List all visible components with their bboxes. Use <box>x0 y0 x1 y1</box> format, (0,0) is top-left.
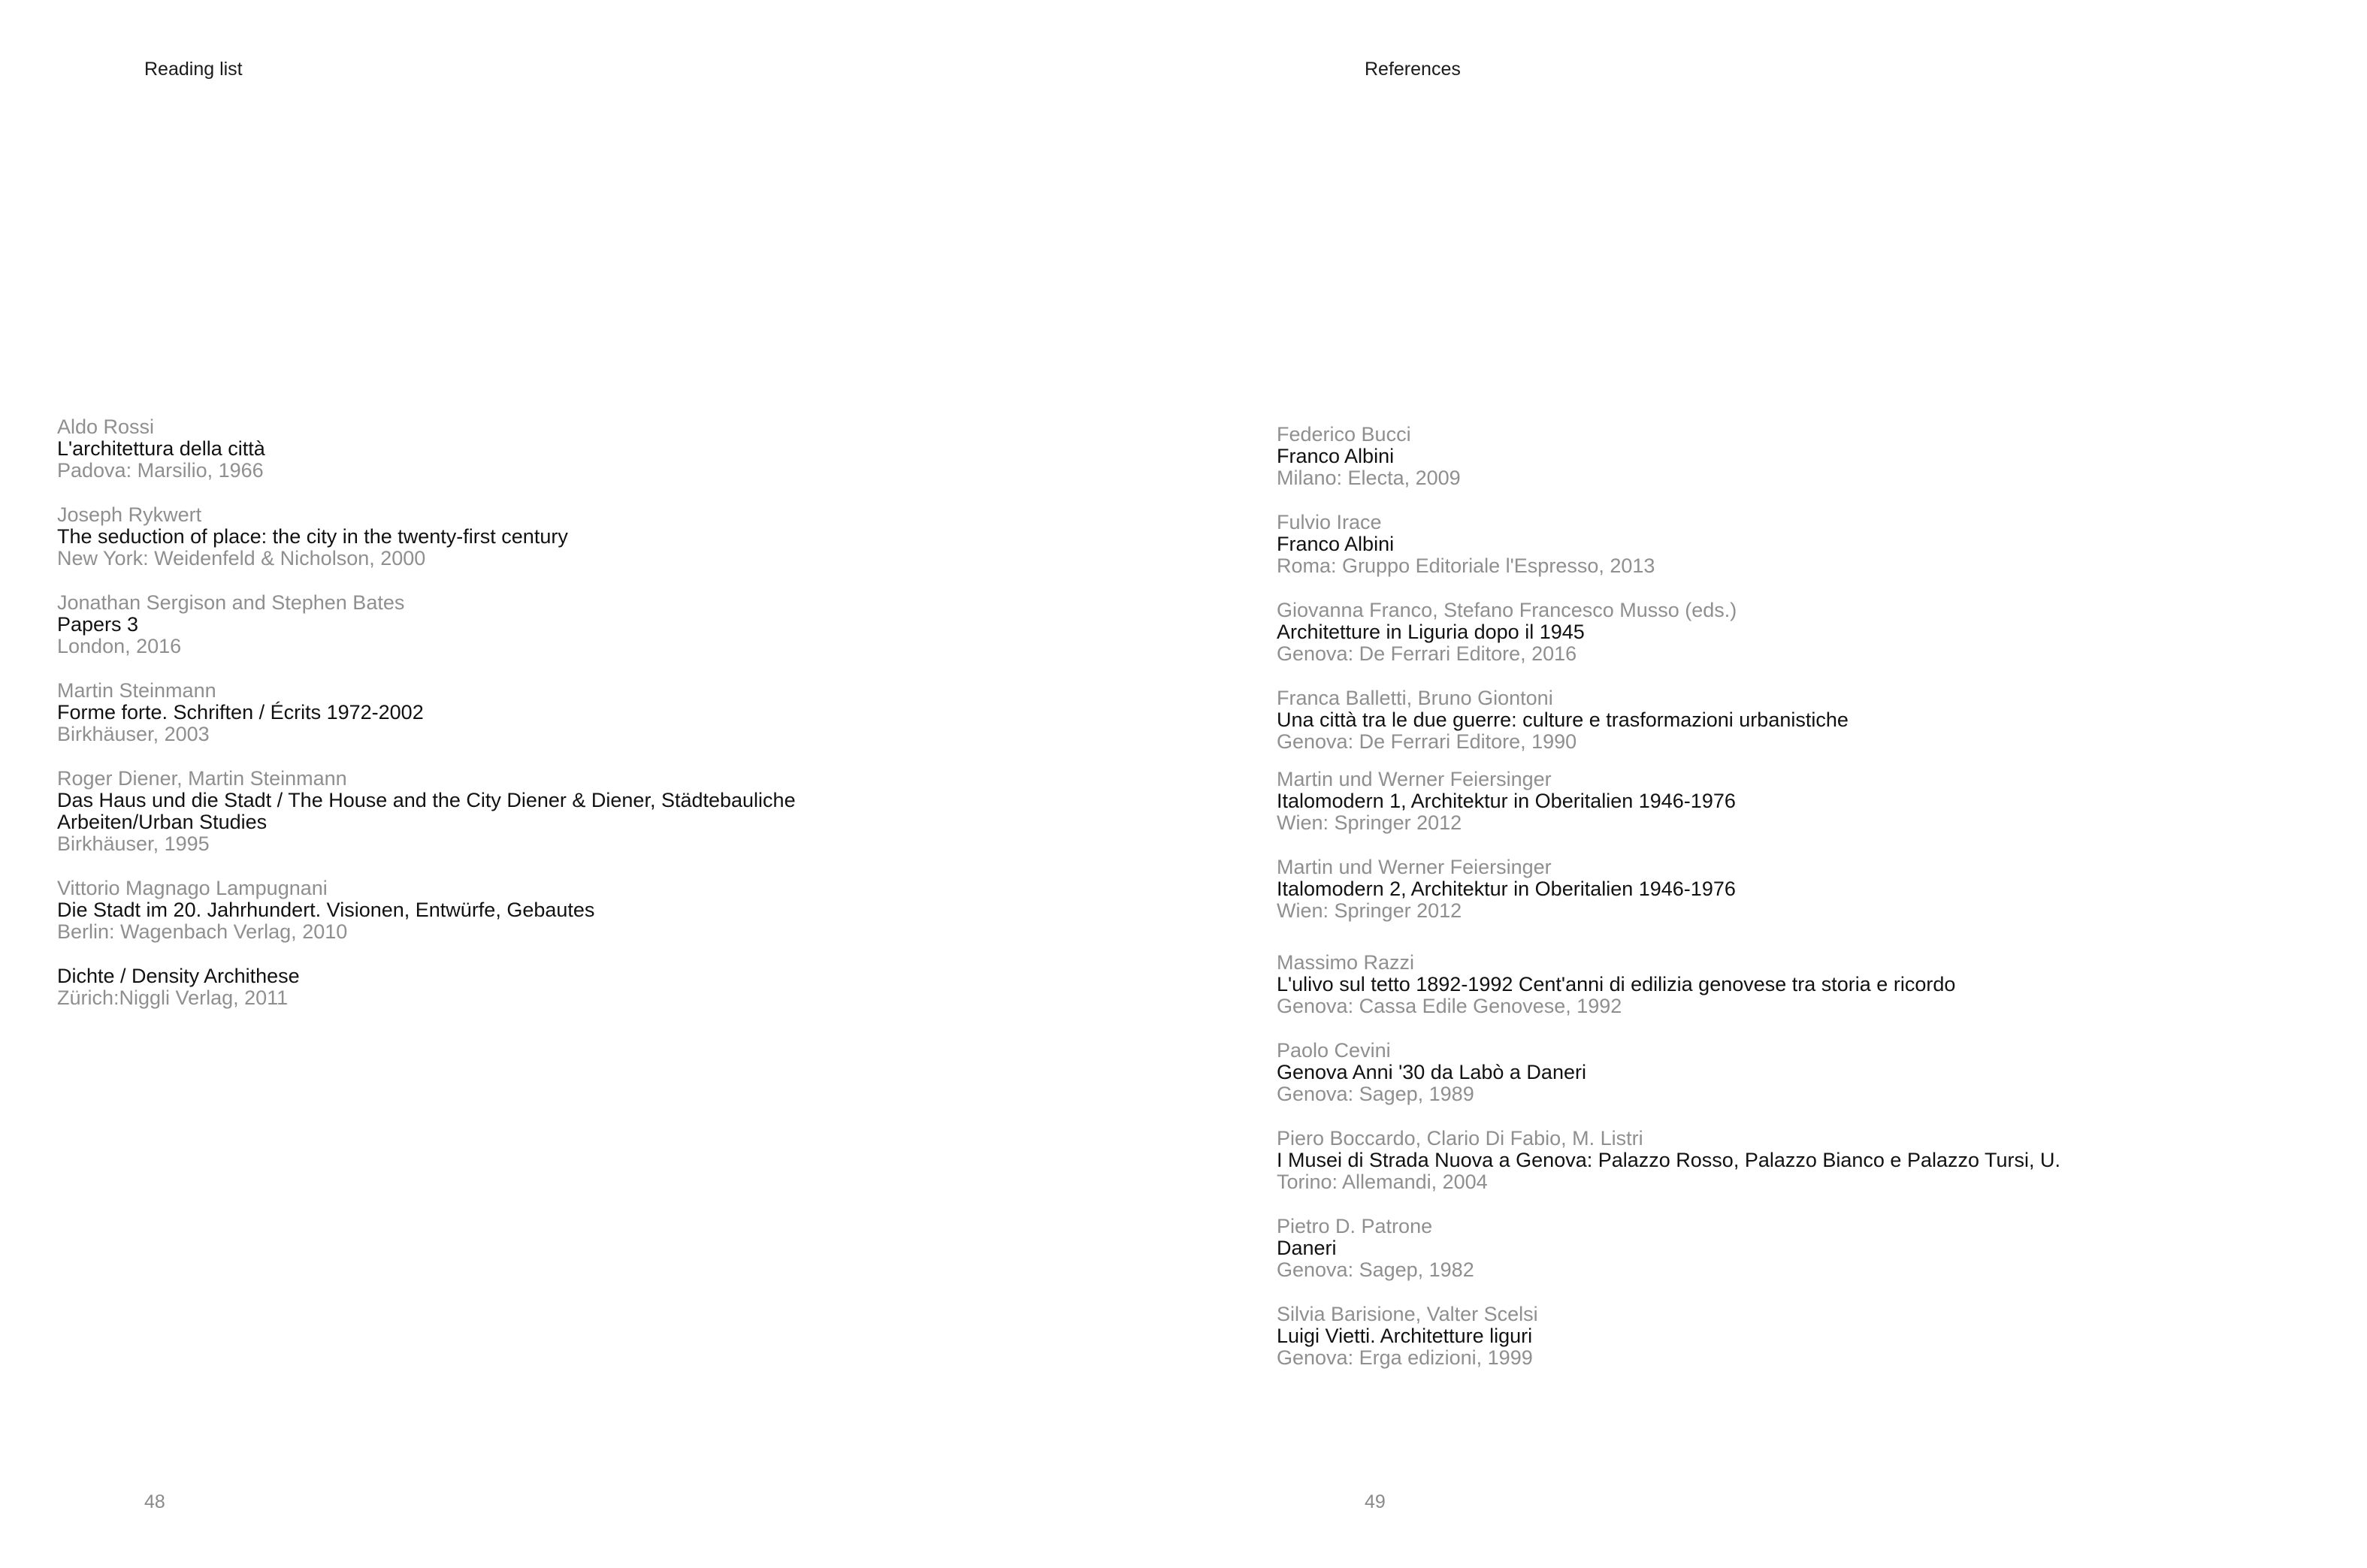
reading-list <box>57 416 1154 1032</box>
entry-publisher: Genova: Sagep, 1989 <box>1277 1083 1474 1105</box>
entry-author: Federico Bucci <box>1277 423 1411 446</box>
entry-title-continued: Arbeiten/Urban Studies <box>57 811 268 833</box>
reading-list-entry <box>57 965 1154 1009</box>
entry-title: Papers 3 <box>57 613 139 636</box>
reading-list-entry <box>57 504 1154 569</box>
entry-publisher: London, 2016 <box>57 635 182 657</box>
reading-list-entry <box>57 878 1154 943</box>
entry-author: Piero Boccardo, Clario Di Fabio, M. Listri <box>1277 1127 1643 1150</box>
entry-publisher: Berlin: Wagenbach Verlag, 2010 <box>57 920 348 943</box>
entry-publisher: Torino: Allemandi, 2004 <box>1277 1171 1488 1193</box>
reference-entry <box>1277 600 2344 665</box>
entry-title: Genova Anni '30 da Labò a Daneri <box>1277 1061 1586 1083</box>
entry-author: Martin und Werner Feiersinger <box>1277 856 1552 878</box>
entry-author: Pietro D. Patrone <box>1277 1215 1433 1237</box>
entry-publisher: Birkhäuser, 2003 <box>57 723 210 745</box>
entry-publisher: Birkhäuser, 1995 <box>57 832 210 855</box>
running-head-references: References <box>1365 59 1461 80</box>
page-number: 48 <box>144 1491 165 1512</box>
entry-title: Das Haus und die Stadt / The House and the City Diener & Diener, Städtebauliche <box>57 789 796 811</box>
entry-title: L'architettura della città <box>57 437 265 460</box>
entry-title: Die Stadt im 20. Jahrhundert. Visionen, Entwürfe, Gebautes <box>57 899 595 921</box>
entry-publisher: Wien: Springer 2012 <box>1277 899 1462 922</box>
entry-title: I Musei di Strada Nuova a Genova: Palazzo Rosso, Palazzo Bianco e Palazzo Tursi, U. <box>1277 1149 2061 1171</box>
entry-title: Forme forte. Schriften / Écrits 1972-2002 <box>57 701 424 724</box>
entry-author: Fulvio Irace <box>1277 511 1382 533</box>
entry-publisher: Padova: Marsilio, 1966 <box>57 459 264 482</box>
entry-author: Massimo Razzi <box>1277 951 1415 974</box>
reference-entry <box>1277 1216 2344 1281</box>
entry-author: Vittorio Magnago Lampugnani <box>57 877 328 899</box>
entry-publisher: Zürich:Niggli Verlag, 2011 <box>57 986 289 1009</box>
reading-list-entry <box>57 416 1154 482</box>
reading-list-entry <box>57 680 1154 745</box>
entry-title: L'ulivo sul tetto 1892-1992 Cent'anni di edilizia genovese tra storia e ricordo <box>1277 973 1956 995</box>
reference-entry <box>1277 857 2344 922</box>
entry-publisher: Wien: Springer 2012 <box>1277 811 1462 834</box>
entry-publisher: Genova: Erga edizioni, 1999 <box>1277 1346 1533 1369</box>
entry-author: Martin und Werner Feiersinger <box>1277 768 1552 790</box>
reading-list-entry <box>57 592 1154 657</box>
entry-title: Una città tra le due guerre: culture e trasformazioni urbanistiche <box>1277 708 1849 731</box>
entry-title: Franco Albini <box>1277 445 1395 467</box>
entry-title: Luigi Vietti. Architetture liguri <box>1277 1325 1533 1347</box>
entry-title: Architetture in Liguria dopo il 1945 <box>1277 621 1585 643</box>
entry-title: Daneri <box>1277 1237 1337 1259</box>
page-number: 49 <box>1365 1491 1386 1512</box>
entry-publisher: Genova: Cassa Edile Genovese, 1992 <box>1277 995 1622 1017</box>
entry-publisher: Genova: De Ferrari Editore, 1990 <box>1277 730 1577 753</box>
entry-title: Dichte / Density Archithese <box>57 965 300 987</box>
entry-author: Giovanna Franco, Stefano Francesco Musso (eds.) <box>1277 599 1737 621</box>
entry-author: Silvia Barisione, Valter Scelsi <box>1277 1303 1538 1325</box>
entry-author: Joseph Rykwert <box>57 503 202 526</box>
entry-title: Franco Albini <box>1277 533 1395 555</box>
page-right <box>1184 0 2367 1568</box>
references-list <box>1277 424 2344 1391</box>
reference-entry <box>1277 1040 2344 1105</box>
reference-entry <box>1277 952 2344 1017</box>
entry-publisher: Genova: Sagep, 1982 <box>1277 1258 1474 1281</box>
entry-title: Italomodern 1, Architektur in Oberitalien 1946-1976 <box>1277 790 1736 812</box>
entry-publisher: Milano: Electa, 2009 <box>1277 467 1461 489</box>
reading-list-entry <box>57 768 1154 855</box>
entry-publisher: Roma: Gruppo Editoriale l'Espresso, 2013 <box>1277 554 1655 577</box>
entry-title: Italomodern 2, Architektur in Oberitalien 1946-1976 <box>1277 878 1736 900</box>
reference-entry <box>1277 512 2344 577</box>
entry-title: The seduction of place: the city in the twenty-first century <box>57 525 568 548</box>
entry-author: Roger Diener, Martin Steinmann <box>57 767 347 790</box>
entry-publisher: New York: Weidenfeld & Nicholson, 2000 <box>57 547 426 569</box>
entry-publisher: Genova: De Ferrari Editore, 2016 <box>1277 642 1577 665</box>
reference-entry <box>1277 1128 2344 1193</box>
reference-entry <box>1277 687 2344 753</box>
reference-entry <box>1277 1304 2344 1369</box>
reference-entry <box>1277 424 2344 489</box>
entry-author: Martin Steinmann <box>57 679 216 702</box>
running-head-reading-list: Reading list <box>144 59 243 80</box>
entry-author: Paolo Cevini <box>1277 1039 1391 1062</box>
entry-author: Franca Balletti, Bruno Giontoni <box>1277 687 1553 709</box>
entry-author: Aldo Rossi <box>57 415 155 438</box>
entry-author: Jonathan Sergison and Stephen Bates <box>57 591 405 614</box>
reference-entry <box>1277 769 2344 834</box>
